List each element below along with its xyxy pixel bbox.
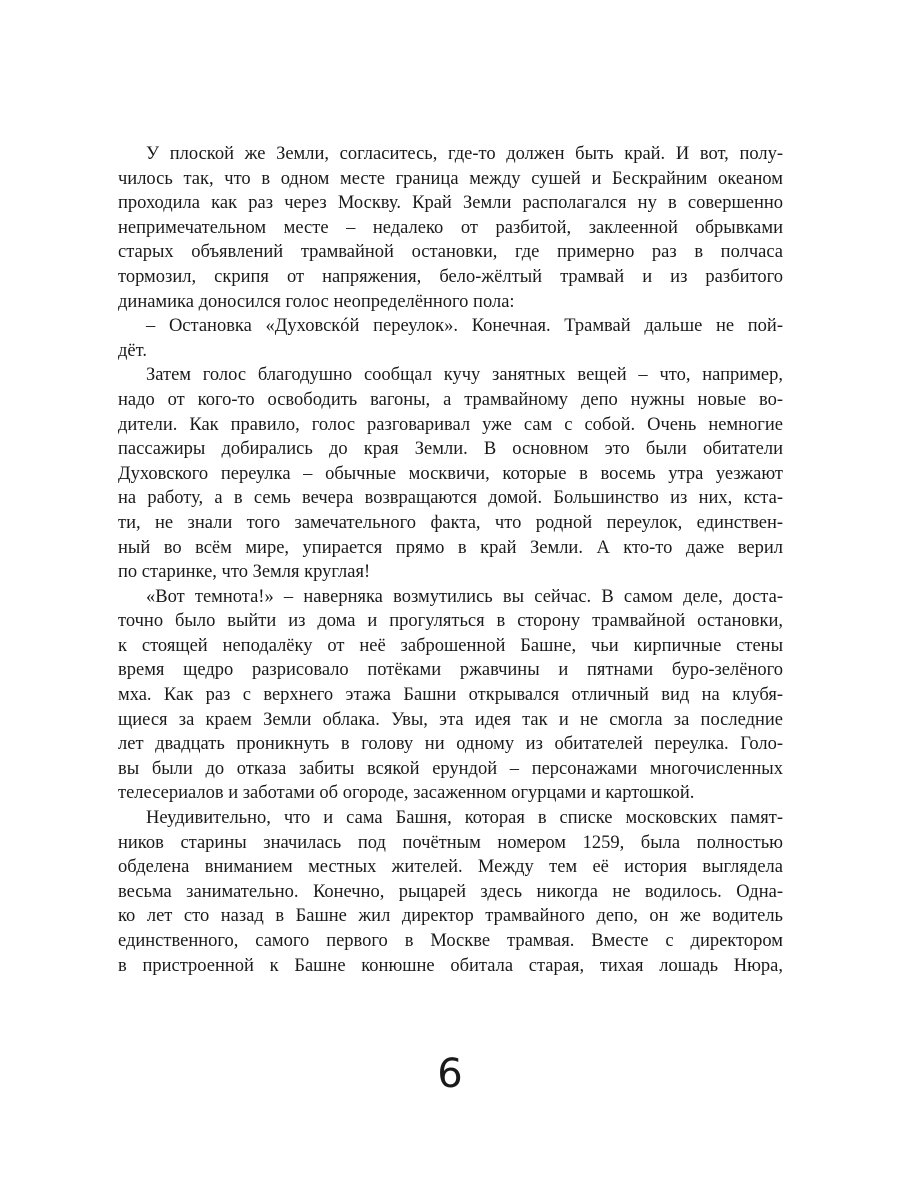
text-line: ников старины значилась под почётным номером 1259, была полностью xyxy=(118,832,783,853)
text-line: мха. Как раз с верхнего этажа Башни открывался отличный вид на клубя- xyxy=(118,685,783,706)
text-line: единственного, самого первого в Москве трамвая. Вместе с директором xyxy=(118,931,783,951)
text-line: тормозил, скрипя от напряжения, бело-жёлтый трамвай и из разбитого xyxy=(118,266,783,287)
text-line: ко лет сто назад в Башне жил директор трамвайного депо, он же водитель xyxy=(118,906,783,927)
text-line: дители. Как правило, голос разговаривал уже сам с собой. Очень немногие xyxy=(118,414,783,435)
text-line: Затем голос благодушно сообщал кучу занятных вещей – что, например, xyxy=(146,365,783,386)
text-line: – Остановка «Духовскóй переулок». Конечная. Трамвай дальше не пой- xyxy=(146,316,783,337)
text-line: на работу, а в семь вечера возвращаются домой. Большинство из них, кста- xyxy=(118,488,783,509)
text-line: щиеся за краем Земли облака. Увы, эта идея так и не смогла за последние xyxy=(118,709,783,730)
text-line: чилось так, что в одном месте граница между сушей и Бескрайним океаном xyxy=(118,168,783,189)
text-line: вы были до отказа забиты всякой ерундой – персонажами многочисленных xyxy=(118,758,783,779)
text-line: пассажиры добирались до края Земли. В основном это были обитатели xyxy=(118,439,783,460)
body-text xyxy=(118,142,783,978)
text-line: в пристроенной к Башне конюшне обитала старая, тихая лошадь Нюра, xyxy=(118,955,783,976)
text-line: Неудивительно, что и сама Башня, которая в списке московских памят- xyxy=(146,808,783,829)
text-line: ный во всём мире, упирается прямо в край Земли. А кто-то даже верил xyxy=(118,537,783,558)
text-line: время щедро разрисовало потёками ржавчины и пятнами буро-зелёного xyxy=(118,660,783,681)
text-line: надо от кого-то освободить вагоны, а трамвайному депо нужны новые во- xyxy=(118,389,783,410)
text-line: Духовского переулка – обычные москвичи, которые в восемь утра уезжают xyxy=(118,463,783,484)
text-line: «Вот темнота!» – наверняка возмутились вы сейчас. В самом деле, доста- xyxy=(146,586,783,607)
text-line: непримечательном месте – недалеко от разбитой, заклеенной обрывками xyxy=(118,217,783,238)
text-line: проходила как раз через Москву. Край Земли располагался ну в совершенно xyxy=(118,193,783,214)
text-line: весьма занимательно. Конечно, рыцарей здесь никогда не водилось. Одна- xyxy=(118,881,783,902)
text-line: точно было выйти из дома и прогуляться в сторону трамвайной остановки, xyxy=(118,611,783,632)
text-line: лет двадцать проникнуть в голову ни одному из обитателей переулка. Голо- xyxy=(118,734,783,755)
text-line: динамика доносился голос неопределённого пола: xyxy=(118,291,515,312)
text-line: дёт. xyxy=(118,340,147,361)
text-line: по старинке, что Земля круглая! xyxy=(118,562,371,583)
text-line: к стоящей неподалёку от неё заброшенной Башне, чьи кирпичные стены xyxy=(118,635,783,656)
text-line: старых объявлений трамвайной остановки, где примерно раз в полчаса xyxy=(118,242,783,263)
page-number: 6 xyxy=(437,1051,463,1097)
text-line: ти, не знали того замечательного факта, что родной переулок, единствен- xyxy=(118,512,783,533)
text-line: У плоской же Земли, согласитесь, где-то должен быть край. И вот, полу- xyxy=(146,144,783,164)
text-line: телесериалов и заботами об огороде, засаженном огурцами и картошкой. xyxy=(118,783,695,804)
text-line: обделена вниманием местных жителей. Между тем её история выглядела xyxy=(118,857,783,878)
